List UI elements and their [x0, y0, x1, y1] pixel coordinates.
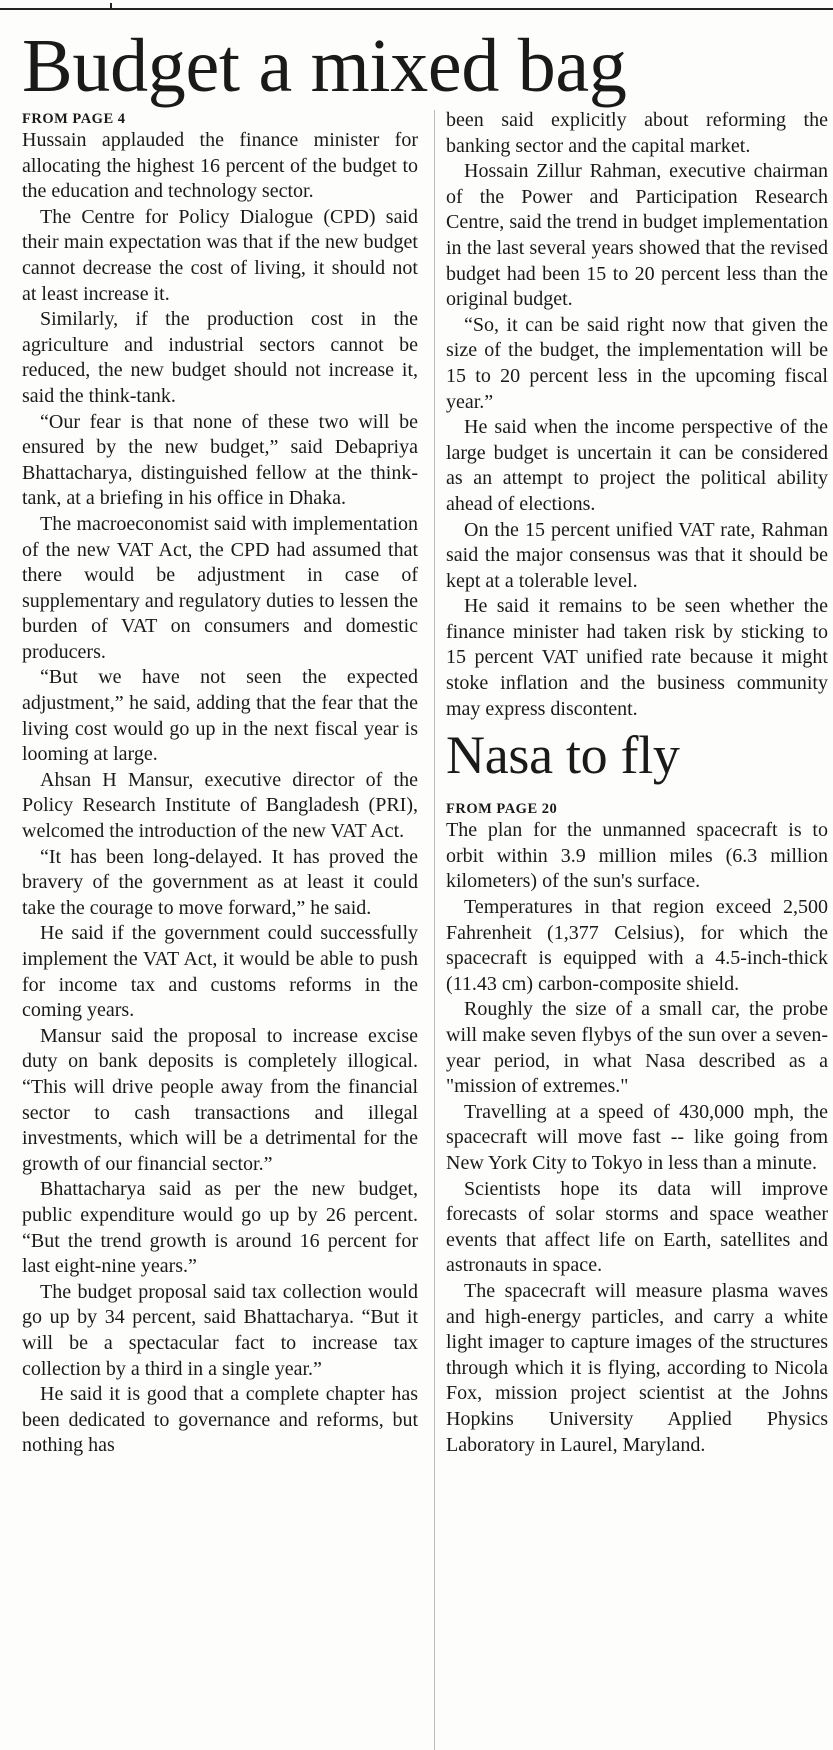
column-right	[446, 110, 828, 1458]
paragraph: He said it is good that a complete chapter has been dedicated to governance and reforms, but nothing has	[22, 1383, 418, 1457]
paragraph: Bhattacharya said as per the new budget, public expenditure would go up by 26 percent. “But the trend growth is around 16 percent for last eight-nine years.”	[22, 1178, 418, 1278]
paragraph: “So, it can be said right now that given the size of the budget, the implementation will be 15 to 20 percent less in the upcoming fiscal year.”	[446, 313, 828, 413]
paragraph: He said it remains to be seen whether the finance minister had taken risk by sticking to 15 percent VAT unified rate because it might stoke inflation and the business community may express discontent.	[446, 595, 828, 720]
paragraph: “But we have not seen the expected adjustment,” he said, adding that the fear that the living cost would go up in the next fiscal year is looming at large.	[22, 666, 418, 766]
paragraph-continued: been said explicitly about reforming the banking sector and the capital market.	[446, 109, 828, 157]
dateline-budget: FROM PAGE 4	[22, 111, 126, 127]
paragraph: Hussain applauded the finance minister for allocating the highest 16 percent of the budget to the education and technology sector.	[22, 129, 418, 203]
paragraph: The spacecraft will measure plasma waves and high-energy particles, and carry a white light imager to capture images of the structures through which it is flying, according to Nicola Fox, mission project scientist at the Johns Hopkins University Applied Physics Laboratory in Laurel, Maryland.	[446, 1279, 828, 1456]
newspaper-page	[16, 10, 828, 1745]
headline-budget: Budget a mixed bag	[22, 24, 627, 108]
paragraph: Hossain Zillur Rahman, executive chairman of the Power and Participation Research Centre, said the trend in budget implementation in the last several years showed that the revised budget had been 15 to 20 percent less than the original budget.	[446, 160, 828, 311]
paragraph: On the 15 percent unified VAT rate, Rahman said the major consensus was that it should be kept at a tolerable level.	[446, 518, 828, 592]
paragraph: He said when the income perspective of the large budget is uncertain it can be considered as an attempt to project the political ability ahead of elections.	[446, 416, 828, 515]
paragraph: “It has been long-delayed. It has proved the bravery of the government as at least it could take the courage to move forward,” he said.	[22, 845, 418, 919]
paragraph: The budget proposal said tax collection would go up by 34 percent, said Bhattacharya. “But it will be a spectacular fact to increase tax collection by a third in a single year.”	[22, 1280, 418, 1380]
headline-nasa: Nasa to fly	[446, 725, 680, 786]
column-left	[22, 110, 418, 1459]
paragraph: Roughly the size of a small car, the probe will make seven flybys of the sun over a seven-year period, in what Nasa described as a "mission of extremes."	[446, 998, 828, 1098]
paragraph: Temperatures in that region exceed 2,500 Fahrenheit (1,377 Celsius), for which the spacecraft is equipped with a 4.5-inch-thick (11.43 cm) carbon-composite shield.	[446, 896, 828, 995]
top-rule-tick	[110, 3, 112, 8]
dateline-nasa: FROM PAGE 20	[446, 801, 558, 818]
paragraph: “Our fear is that none of these two will be ensured by the new budget,” said Debapriya Bhattacharya, distinguished fellow at the think-tank, at a briefing in his office in Dhaka.	[22, 410, 418, 510]
paragraph: Ahsan H Mansur, executive director of the Policy Research Institute of Bangladesh (PRI), welcomed the introduction of the new VAT Act.	[22, 768, 418, 843]
paragraph: Similarly, if the production cost in the agriculture and industrial sectors cannot be reduced, the new budget should not increase it, said the think-tank.	[22, 308, 418, 407]
paragraph: The plan for the unmanned spacecraft is to orbit within 3.9 million miles (6.3 million kilometers) of the sun's surface.	[446, 819, 828, 893]
paragraph: Scientists hope its data will improve forecasts of solar storms and space weather events that affect life on Earth, satellites and astronauts in space.	[446, 1177, 828, 1277]
paragraph: Mansur said the proposal to increase excise duty on bank deposits is completely illogical. “This will drive people away from the financial sector to cash transactions and illegal investments, which will be a detrimental for the growth of our financial sector.”	[22, 1024, 418, 1175]
paragraph: He said if the government could successfully implement the VAT Act, it would be able to push for income tax and customs reforms in the coming years.	[22, 922, 418, 1022]
column-divider	[434, 110, 435, 1750]
paragraph: The Centre for Policy Dialogue (CPD) said their main expectation was that if the new budget cannot decrease the cost of living, it should not at least increase it.	[22, 205, 418, 305]
paragraph: Travelling at a speed of 430,000 mph, the spacecraft will move fast -- like going from New York City to Tokyo in less than a minute.	[446, 1100, 828, 1174]
paragraph: The macroeconomist said with implementation of the new VAT Act, the CPD had assumed that there would be adjustment in case of supplementary and regulatory duties to lessen the burden of VAT on consumers and domestic producers.	[22, 512, 418, 663]
